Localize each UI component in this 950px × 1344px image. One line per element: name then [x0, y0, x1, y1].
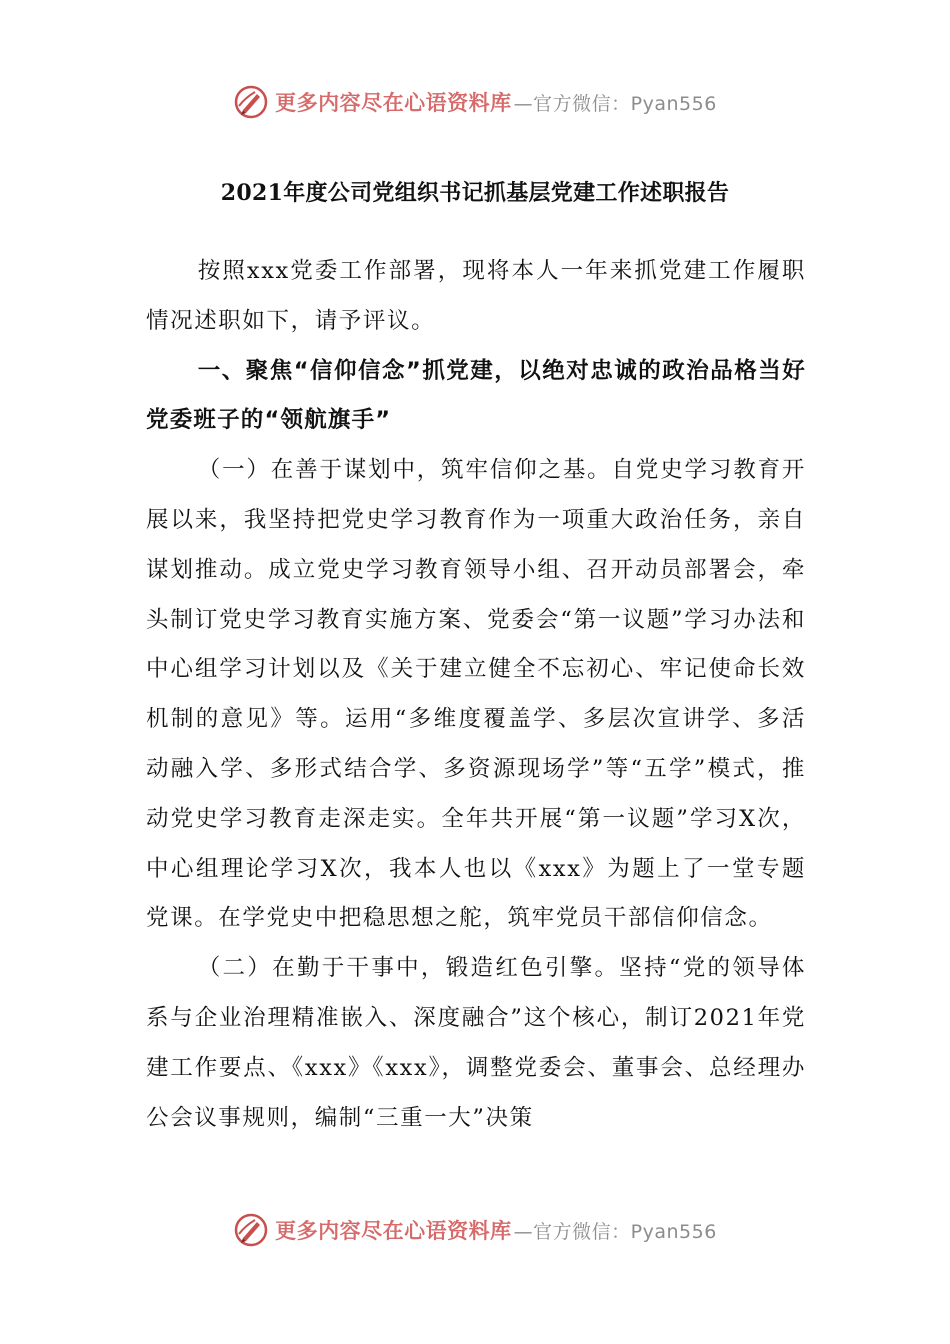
- watermark-banner-top: [0, 80, 950, 124]
- intro-paragraph: 按照xxx党委工作部署，现将本人一年来抓党建工作履职情况述职如下，请予评议。: [146, 258, 806, 334]
- section-heading-1: 一、聚焦“信仰信念”抓党建，以绝对忠诚的政治品格当好党委班子的“领航旗手”: [146, 357, 806, 434]
- watermark-main-text: 更多内容尽在心语资料库: [275, 1218, 512, 1243]
- pen-logo-icon: [233, 84, 269, 120]
- body-paragraph-1: （一）在善于谋划中，筑牢信仰之基。自党史学习教育开展以来，我坚持把党史学习教育作为一项重大政治任务，亲自谋划推动。成立党史学习教育领导小组、召开动员部署会，牵头制订党史学习教育实施方案、党委会“第一议题”学习办法和中心组学习计划以及《关于建立健全不忘初心、牢记使命长效机制的意见》等。运用“多维度覆盖学、多层次宣讲学、多活动融入学、多形式结合学、多资源现场学”等“五学”模式，推动党史学习教育走深走实。全年共开展“第一议题”学习X次，中心组理论学习X次，我本人也以《xxx》为题上了一堂专题党课。在学党史中把稳思想之舵，筑牢党员干部信仰信念。: [146, 457, 806, 932]
- body-paragraph-2: （二）在勤于干事中，锻造红色引擎。坚持“党的领导体系与企业治理精准嵌入、深度融合”这个核心，制订2021年党建工作要点、《xxx》《xxx》，调整党委会、董事会、总经理办公会议事规则，编制“三重一大”决策: [146, 955, 806, 1131]
- document-title: 2021年度公司党组织书记抓基层党建工作述职报告: [220, 180, 730, 206]
- pen-logo-icon: [233, 1212, 269, 1248]
- document-body: [146, 247, 806, 1143]
- watermark-sub-text: —官方微信：Pyan556: [513, 92, 717, 115]
- watermark-banner-bottom: [0, 1208, 950, 1252]
- watermark-sub-text: —官方微信：Pyan556: [513, 1220, 717, 1243]
- watermark-main-text: 更多内容尽在心语资料库: [275, 90, 512, 115]
